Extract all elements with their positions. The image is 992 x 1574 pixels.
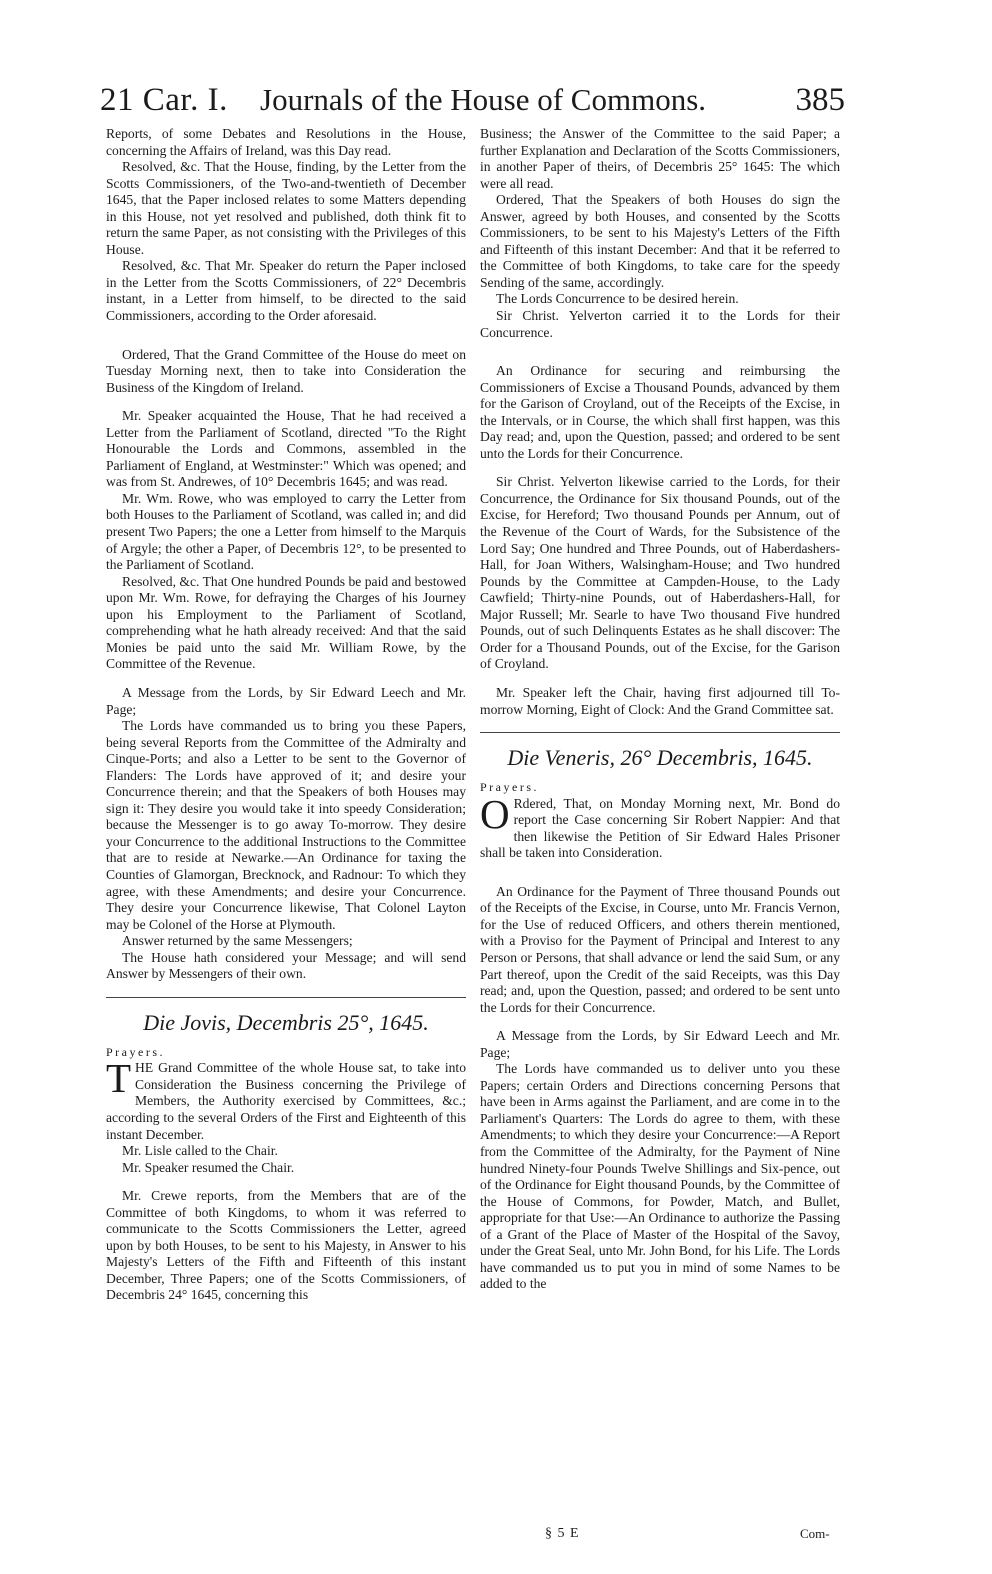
paragraph: [106, 1055, 466, 1143]
paragraph: Sir Christ. Yelverton carried it to the Lords for their Concurrence.: [480, 308, 840, 340]
paragraph: An Ordinance for securing and reimbursing the Commissioners of Excise a Thousand Pounds, advanced by them for the Garison of Croyland, out of the Receipts of the Excise, in the Intervals, or in Course, the which shall first happen, was this Day read; and, upon the Question, passed; and ordered to be sent unto the Lords for their Concurrence.: [480, 363, 840, 461]
paragraph: The Lords have commanded us to bring you these Papers, being several Reports from the Committee of the Admiralty and Cinque-Ports; and also a Letter to be sent to the Governor of Flanders: The Lords have approved of it; and desire your Concurrence therein; and that the Speakers of both Houses may sign it: They desire you would take it into speedy Consideration; because the Messenger is to go away To-morrow. They desire your Concurrence to the additional Instructions to the Committee that are to reside at Newarke.—An Ordinance for taxing the Counties of Glamorgan, Brecknock, and Radnour: To which they agree, with these Amendments; and desire your Concurrence. They desire your Concurrence likewise, That Colonel Layton may be Colonel of the Horse at Plymouth.: [106, 718, 466, 932]
paragraph: Resolved, &c. That One hundred Pounds be paid and bestowed upon Mr. Wm. Rowe, for defraying the Charges of his Journey upon his Employment to the Parliament of Scotland, comprehending what he hath already received: And that the said Monies be paid unto the said Mr. William Rowe, by the Committee of the Revenue.: [106, 573, 466, 672]
drop-cap: O: [480, 790, 510, 837]
paragraph-text: Rdered, That, on Monday Morning next, Mr. Bond do report the Case concerning Sir Robert Nappier: And that then likewise the Petition of Sir Edward Hales Prisoner shall be taken into Consideration.: [480, 795, 840, 861]
signature-mark: § 5 E: [545, 1526, 580, 1541]
paragraph: Ordered, That the Speakers of both Houses do sign the Answer, agreed by both Houses, and consented by the Scotts Commissioners, to be sent to his Majesty's Letters of the Fifth and Fifteenth of this instant December: And that it be referred to the Committee of both Kingdoms, to take care for the speedy Sending of the same, accordingly.: [480, 192, 840, 290]
paragraph: An Ordinance for the Payment of Three thousand Pounds out of the Receipts of the Excise, in Course, unto Mr. Francis Vernon, for the Use of reduced Officers, and others therein mentioned, with a Proviso for the Payment of Principal and Interest to any Person or Persons, that shall advance or lend the said Sum, or any Part thereof, upon the Credit of the said Receipts, was this Day read; and, upon the Question, passed; and ordered to be sent unto the Lords for their Concurrence.: [480, 883, 840, 1015]
day-heading: Die Jovis, Decembris 25°, 1645.: [143, 1009, 429, 1035]
paragraph: Mr. Speaker left the Chair, having first adjourned till To-morrow Morning, Eight of Clock: And the Grand Committee sat.: [480, 684, 840, 717]
paragraph: Reports, of some Debates and Resolutions in the House, concerning the Affairs of Ireland, was this Day read.: [106, 126, 466, 158]
paragraph: Resolved, &c. That the House, finding, by the Letter from the Scotts Commissioners, of the Two-and-twentieth of December 1645, that the Paper inclosed relates to some Matters depending in this House, not yet resolved and published, doth think fit to return the same Paper, as not consisting with the Privileges of this House.: [106, 159, 466, 257]
prayers-label: Prayers.: [106, 1044, 165, 1059]
page-header: [100, 82, 845, 122]
paragraph-text: HE Grand Committee of the whole House sat, to take into Consideration the Business concerning the Privilege of Members, the Authority exercised by Committees, &c.; according to the several Orders of the First and Eighteenth of this instant December.: [106, 1060, 466, 1142]
catchword: Com-: [800, 1526, 830, 1541]
paragraph: Business; the Answer of the Committee to the said Paper; a further Explanation and Declaration of the Scotts Commissioners, in another Paper of theirs, of Decembris 25° 1645: The which were all read.: [480, 126, 840, 191]
paragraph: A Message from the Lords, by Sir Edward Leech and Mr. Page;: [106, 684, 466, 717]
paragraph: Mr. Crewe reports, from the Members that are of the Committee of both Kingdoms, to whom it was referred to communicate to the Scotts Commissioners the Letter, agreed upon by both Houses, to be sent to his Majesty, in Answer to his Majesty's Letters of the Fifth and Fifteenth of this instant December, Three Papers; one of the Scotts Commissioners, of Decembris 24° 1645, concerning this: [106, 1188, 466, 1303]
drop-cap: T: [106, 1055, 132, 1102]
paragraph: A Message from the Lords, by Sir Edward Leech and Mr. Page;: [480, 1028, 840, 1060]
paragraph: Ordered, That the Grand Committee of the House do meet on Tuesday Morning next, then to take into Consideration the Business of the Kingdom of Ireland.: [106, 346, 466, 395]
paragraph: Answer returned by the same Messengers;: [122, 933, 353, 949]
paragraph: Mr. Lisle called to the Chair.: [122, 1143, 278, 1159]
left-column: [106, 126, 466, 1304]
page-number: 385: [795, 82, 845, 118]
paragraph: Mr. Speaker resumed the Chair.: [122, 1159, 295, 1175]
prayers-label: Prayers.: [480, 780, 539, 795]
paragraph: The Lords Concurrence to be desired herein.: [496, 291, 739, 307]
paragraph: The House hath considered your Message; and will send Answer by Messengers of their own.: [106, 949, 466, 982]
paragraph: The Lords have commanded us to deliver unto you these Papers; certain Orders and Directions concerning Persons that have been in Arms against the Parliament, and are come in to the Parliament's Quarters: The Lords do agree to them, with these Amendments; to which they desire your Concurrence:—A Report from the Committee of the Admiralty, for the Payment of Nine hundred Ninety-four Pounds Twelve Shillings and Six-pence, out of the Ordinance for Eight thousand Pounds, by the Committee of the House of Commons, for Powder, Match, and Bullet, appropriate for that Use:—An Ordinance to authorize the Passing of a Grant of the Place of Master of the Hospital of the Savoy, under the Great Seal, unto Mr. John Bond, for his Life. The Lords have commanded us to put you in mind of some Names to be added to the: [480, 1061, 840, 1292]
day-heading: Die Veneris, 26° Decembris, 1645.: [507, 745, 813, 771]
paragraph: Mr. Speaker acquainted the House, That he had received a Letter from the Parliament of Scotland, directed "To the Right Honourable the Lords and Commons, assembled in the Parliament of England, at Westminster:" Which was opened; and was from St. Andrewes, of 10° Decembris 1645; and was read.: [106, 408, 466, 490]
paragraph: [480, 790, 840, 862]
paragraph: Resolved, &c. That Mr. Speaker do return the Paper inclosed in the Letter from the Scotts Commissioners, of 22° Decembris instant, in a Letter from himself, to be directed to the said Commissioners, according to the Order aforesaid.: [106, 258, 466, 324]
paragraph: Mr. Wm. Rowe, who was employed to carry the Letter from both Houses to the Parliament of Scotland, was called in; and did present Two Papers; the one a Letter from himself to the Marquis of Argyle; the other a Paper, of Decembris 12°, to be presented to the Parliament of Scotland.: [106, 490, 466, 573]
section-divider: [480, 732, 840, 733]
regnal-year: 21 Car. I.: [100, 82, 228, 118]
paragraph: Sir Christ. Yelverton likewise carried to the Lords, for their Concurrence, the Ordinance for Six thousand Pounds, out of the Excise, for Hereford; Two thousand Pounds per Annum, out of the Revenue of the Court of Wards, for the Subsistence of the Lord Say; One hundred and Three Pounds, out of Haberdashers-Hall, for Joan Withers, Walsingham-House; and Two hundred Pounds by the Committee at Campden-House, to the Lady Cawfield; Thirty-nine Pounds, out of Haberdashers-Hall, for Major Russell; Mr. Searle to have Two thousand Five hundred Pounds, out of such Delinquents Estates as he shall discover: The Order for a Thousand Pounds, out of the Excise, for the Garison of Croyland.: [480, 474, 840, 672]
section-divider: [106, 997, 466, 998]
running-title: Journals of the House of Commons.: [260, 82, 707, 117]
right-column: [480, 126, 840, 1293]
